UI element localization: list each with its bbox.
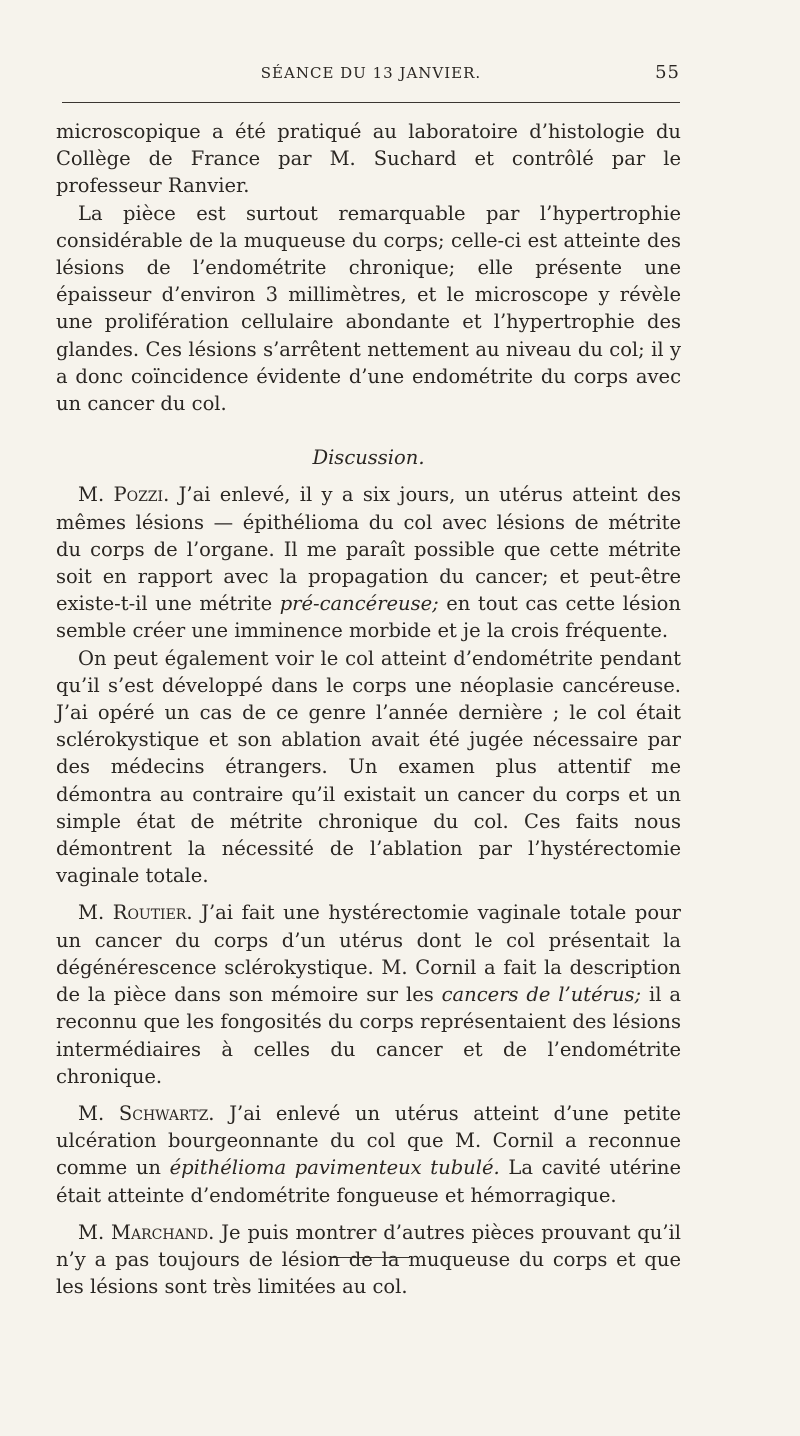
speaker-name: M. Routier.	[78, 901, 193, 925]
paragraph-routier	[56, 899, 681, 1089]
section-heading-discussion: Discussion.	[312, 446, 425, 470]
pozzi-text-b: en tout cas cette lésion semble créer une imminence morbide et je la crois fréquente.	[56, 592, 681, 643]
speaker-name: M. Schwartz.	[78, 1101, 215, 1125]
speaker-name: M. Pozzi.	[78, 483, 170, 507]
marchand-text: Je puis montrer d’autres pièces prouvant qu’il n’y a pas toujours de lésion de la muqueuse du corps et que les lésions sont très limitées au col.	[56, 1220, 682, 1299]
schwartz-italic-term: épithélioma pavimenteux tubulé.	[169, 1156, 500, 1180]
schwartz-text-b: La cavité utérine était atteinte d’endométrite fongueuse et hémorragique.	[56, 1156, 682, 1207]
header-rule	[62, 102, 680, 103]
paragraph-pozzi-2: On peut également voir le col atteint d’endométrite pendant qu’il s’est développé dans le corps une néoplasie cancéreuse. J’ai opéré un cas de ce genre l’année dernière ; le col était sclérokystique et son ablation avait été jugée nécessaire par des médecins étrangers. Un examen plus attentif me démontra au contraire qu’il existait un cancer du corps et un simple état de métrite chronique du col. Ces faits nous démontrent la nécessité de l’ablation par l’hystérectomie vaginale totale.	[56, 646, 681, 888]
pozzi-text-a: J’ai enlevé, il y a six jours, un utérus atteint des mêmes lésions — épithélioma du col avec lésions de métrite du corps de l’organe. Il me paraît possible que cette métrite soit en rapport avec la propagation du cancer; et peut-être existe-t-il une métrite	[56, 483, 681, 616]
routier-italic-term: cancers de l’utérus;	[441, 983, 642, 1007]
page-body	[56, 118, 681, 1300]
pozzi-italic-term: pré-cancéreuse;	[279, 592, 439, 616]
routier-text-b: il a reconnu que les fongosités du corps représentaient des lésions intermédiaires à celles du cancer et de l’endométrite chronique.	[56, 983, 681, 1088]
paragraph-schwartz	[56, 1100, 681, 1209]
end-rule	[330, 1257, 410, 1258]
paragraph-piece-description: La pièce est surtout remarquable par l’hypertrophie considérable de la muqueuse du corps; celle-ci est atteinte des lésions de l’endométrite chronique; elle présente une épaisseur d’environ 3 millimètres, et le microscope y révèle une prolifération cellulaire abondante et l’hypertrophie des glandes. Ces lésions s’arrêtent nettement au niveau du col; il y a donc coïncidence évidente d’une endométrite du corps avec un cancer du col.	[56, 201, 681, 416]
paragraph-continuation: microscopique a été pratiqué au laboratoire d’histologie du Collège de France par M. Suchard et contrôlé par le professeur Ranvier.	[56, 120, 681, 198]
page-number: 55	[655, 62, 680, 83]
schwartz-text-a: J’ai enlevé un utérus atteint d’une petite ulcération bourgeonnante du col que M. Cornil a reconnue comme un	[56, 1101, 681, 1180]
paragraph-marchand	[56, 1219, 681, 1301]
routier-text-a: J’ai fait une hystérectomie vaginale totale pour un cancer du corps d’un utérus dont le col présentait la dégénérescence sclérokystique. M. Cornil a fait la description de la pièce dans son mémoire sur les	[56, 901, 682, 1007]
speaker-name: M. Marchand.	[78, 1220, 215, 1244]
running-title: SÉANCE DU 13 JANVIER.	[260, 64, 482, 82]
paragraph-pozzi	[56, 481, 681, 644]
